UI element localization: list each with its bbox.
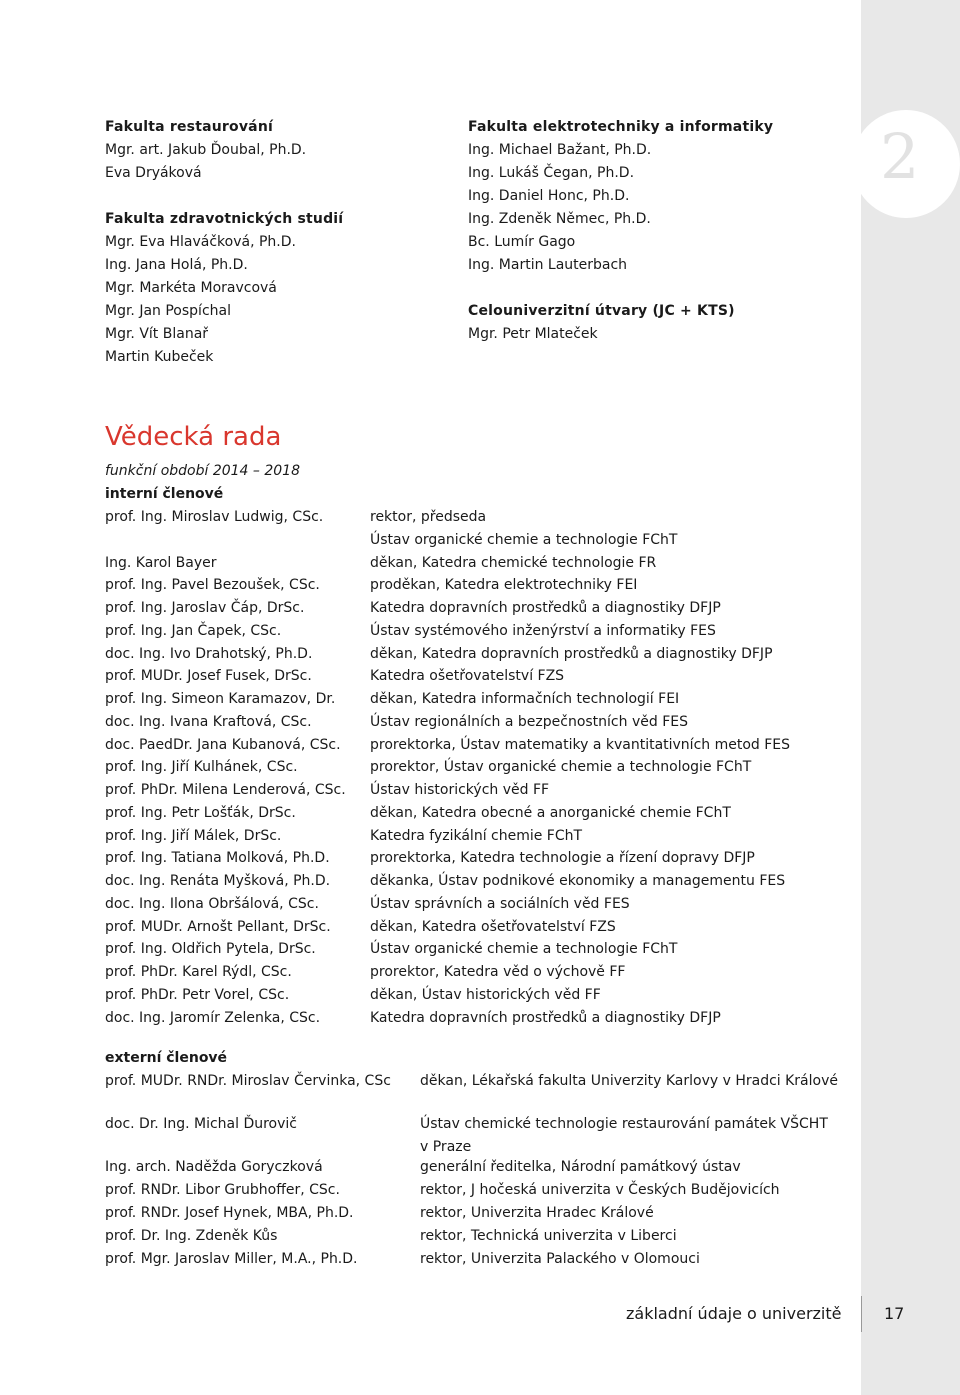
member-row <box>105 893 845 916</box>
faculty-heading: Fakulta restaurování <box>105 119 273 135</box>
faculty-heading: Fakulta zdravotnických studií <box>105 211 344 227</box>
member-row <box>105 916 845 939</box>
member-role: děkan, Katedra obecné a anorganické chemie FChT <box>370 804 731 821</box>
member-name: prof. Mgr. Jaroslav Miller, M.A., Ph.D. <box>105 1251 358 1267</box>
member-name: Ing. Karol Bayer <box>105 554 217 571</box>
footer-section-title: základní údaje o univerzitě <box>626 1304 842 1323</box>
member-name: doc. Ing. Ilona Obršálová, CSc. <box>105 895 319 912</box>
faculty-member: Ing. Daniel Honc, Ph.D. <box>468 188 630 204</box>
member-name: prof. PhDr. Milena Lenderová, CSc. <box>105 782 346 798</box>
member-name: prof. Ing. Jiří Málek, DrSc. <box>105 827 282 844</box>
member-row <box>105 597 845 620</box>
member-name: doc. PaedDr. Jana Kubanová, CSc. <box>105 736 341 753</box>
member-role: Ústav chemické technologie restaurování památek VŠCHT v Praze <box>420 1116 828 1155</box>
member-role: generální ředitelka, Národní památkový ústav <box>420 1159 741 1175</box>
member-row <box>105 529 845 552</box>
member-row <box>105 574 845 597</box>
faculty-member: Mgr. art. Jakub Ďoubal, Ph.D. <box>105 142 307 158</box>
member-role: Katedra dopravních prostředků a diagnostiky DFJP <box>370 600 721 616</box>
faculty-member: Eva Dryáková <box>105 165 202 181</box>
faculty-member: Ing. Lukáš Čegan, Ph.D. <box>468 165 635 181</box>
member-row <box>105 870 845 893</box>
member-role: děkan, Katedra informačních technologií FEI <box>370 691 680 707</box>
member-role: Katedra fyzikální chemie FChT <box>370 827 583 844</box>
footer-divider <box>861 1296 862 1332</box>
faculty-member: Mgr. Jan Pospíchal <box>105 303 231 319</box>
faculty-member: Ing. Martin Lauterbach <box>468 257 628 273</box>
member-role: prorektor, Ústav organické chemie a technologie FChT <box>370 759 752 776</box>
member-row <box>105 688 845 711</box>
chapter-number: 2 <box>880 120 920 193</box>
member-row <box>105 552 845 575</box>
faculty-member: Bc. Lumír Gago <box>468 234 576 250</box>
member-role: prorektorka, Ústav matematiky a kvantitativních metod FES <box>370 736 791 753</box>
member-role: Ústav správních a sociálních věd FES <box>370 895 630 912</box>
member-name: prof. Dr. Ing. Zdeněk Kůs <box>105 1228 278 1244</box>
faculty-member: Mgr. Eva Hlaváčková, Ph.D. <box>105 234 296 250</box>
external-members-label: externí členové <box>105 1050 228 1066</box>
member-role: Ústav organické chemie a technologie FChT <box>370 941 678 958</box>
member-name: doc. Dr. Ing. Michal Ďurovič <box>105 1116 297 1132</box>
member-role: děkan, Katedra dopravních prostředků a diagnostiky DFJP <box>370 645 773 662</box>
member-name: prof. PhDr. Karel Rýdl, CSc. <box>105 964 292 980</box>
page-number: 17 <box>884 1304 905 1323</box>
faculty-member: Mgr. Petr Mlateček <box>468 326 598 342</box>
faculty-member: Mgr. Vít Blanař <box>105 326 209 342</box>
member-row <box>105 779 845 802</box>
member-role: rektor, Univerzita Hradec Králové <box>420 1205 654 1221</box>
faculty-member: Martin Kubeček <box>105 349 214 365</box>
faculty-member: Ing. Zdeněk Němec, Ph.D. <box>468 211 651 227</box>
faculty-member: Mgr. Markéta Moravcová <box>105 280 277 296</box>
member-role: Ústav systémového inženýrství a informatiky FES <box>370 622 716 639</box>
member-name: prof. MUDr. Josef Fusek, DrSc. <box>105 668 312 685</box>
member-name: prof. Ing. Jaroslav Čáp, DrSc. <box>105 600 305 616</box>
faculties-right <box>468 116 773 346</box>
member-name: doc. Ing. Renáta Myšková, Ph.D. <box>105 873 331 889</box>
member-name: prof. Ing. Jiří Kulhánek, CSc. <box>105 759 298 776</box>
member-row <box>105 961 845 984</box>
faculty-member: Ing. Michael Bažant, Ph.D. <box>468 142 652 158</box>
member-row <box>105 1007 845 1030</box>
member-role: děkan, Katedra chemické technologie FR <box>370 554 657 571</box>
member-row <box>105 847 845 870</box>
member-role: děkan, Katedra ošetřovatelství FZS <box>370 918 616 935</box>
member-row <box>105 938 845 961</box>
member-row <box>105 984 845 1007</box>
member-row <box>105 643 845 666</box>
member-name: prof. MUDr. Arnošt Pellant, DrSc. <box>105 918 331 935</box>
member-role: rektor, Technická univerzita v Liberci <box>420 1228 677 1244</box>
member-name: prof. Ing. Jan Čapek, CSc. <box>105 622 282 639</box>
section-title: Vědecká rada <box>105 422 282 452</box>
member-name: doc. Ing. Jaromír Zelenka, CSc. <box>105 1009 321 1026</box>
member-row <box>105 620 845 643</box>
member-row <box>105 756 845 779</box>
member-row <box>105 711 845 734</box>
member-role: rektor, J hočeská univerzita v Českých Budějovicích <box>420 1182 780 1198</box>
faculty-heading: Fakulta elektrotechniky a informatiky <box>468 119 774 135</box>
member-name: prof. RNDr. Libor Grubhoffer, CSc. <box>105 1182 340 1198</box>
member-role: Ústav organické chemie a technologie FChT <box>370 531 678 548</box>
member-role: děkan, Lékařská fakulta Univerzity Karlovy v Hradci Králové <box>420 1073 838 1089</box>
member-row <box>105 734 845 757</box>
member-name: prof. MUDr. RNDr. Miroslav Červinka, CSc <box>105 1073 391 1089</box>
member-name: prof. RNDr. Josef Hynek, MBA, Ph.D. <box>105 1205 354 1221</box>
member-role: Ústav regionálních a bezpečnostních věd FES <box>370 713 688 730</box>
member-role: děkanka, Ústav podnikové ekonomiky a managementu FES <box>370 873 786 889</box>
member-row <box>105 506 845 529</box>
member-role: Katedra dopravních prostředků a diagnostiky DFJP <box>370 1009 721 1026</box>
faculty-member: Ing. Jana Holá, Ph.D. <box>105 257 248 273</box>
member-role: rektor, předseda <box>370 509 487 525</box>
section-period: funkční období 2014 – 2018 <box>105 463 300 479</box>
member-row <box>105 825 845 848</box>
member-name: prof. Ing. Tatiana Molková, Ph.D. <box>105 850 330 867</box>
member-row <box>105 665 845 688</box>
member-role: Ústav historických věd FF <box>370 782 550 798</box>
member-row <box>105 802 845 825</box>
member-role: Katedra ošetřovatelství FZS <box>370 668 565 685</box>
faculty-heading: Celouniverzitní útvary (JC + KTS) <box>468 303 735 319</box>
member-role: děkan, Ústav historických věd FF <box>370 986 601 1003</box>
member-role: rektor, Univerzita Palackého v Olomouci <box>420 1251 700 1267</box>
member-name: prof. Ing. Petr Lošťák, DrSc. <box>105 804 296 821</box>
member-role: prorektorka, Katedra technologie a řízení dopravy DFJP <box>370 850 755 867</box>
member-role: prorektor, Katedra věd o výchově FF <box>370 964 626 980</box>
faculties-left <box>105 116 343 369</box>
internal-members-label: interní členové <box>105 486 224 502</box>
member-name: prof. Ing. Oldřich Pytela, DrSc. <box>105 941 316 958</box>
member-name: prof. Ing. Simeon Karamazov, Dr. <box>105 691 336 707</box>
member-name: doc. Ing. Ivana Kraftová, CSc. <box>105 713 312 730</box>
member-name: prof. Ing. Miroslav Ludwig, CSc. <box>105 509 324 525</box>
member-name: prof. PhDr. Petr Vorel, CSc. <box>105 986 290 1003</box>
member-name: Ing. arch. Naděžda Goryczková <box>105 1159 323 1175</box>
member-name: prof. Ing. Pavel Bezoušek, CSc. <box>105 577 320 594</box>
member-name: doc. Ing. Ivo Drahotský, Ph.D. <box>105 645 313 662</box>
member-role: proděkan, Katedra elektrotechniky FEI <box>370 577 638 594</box>
